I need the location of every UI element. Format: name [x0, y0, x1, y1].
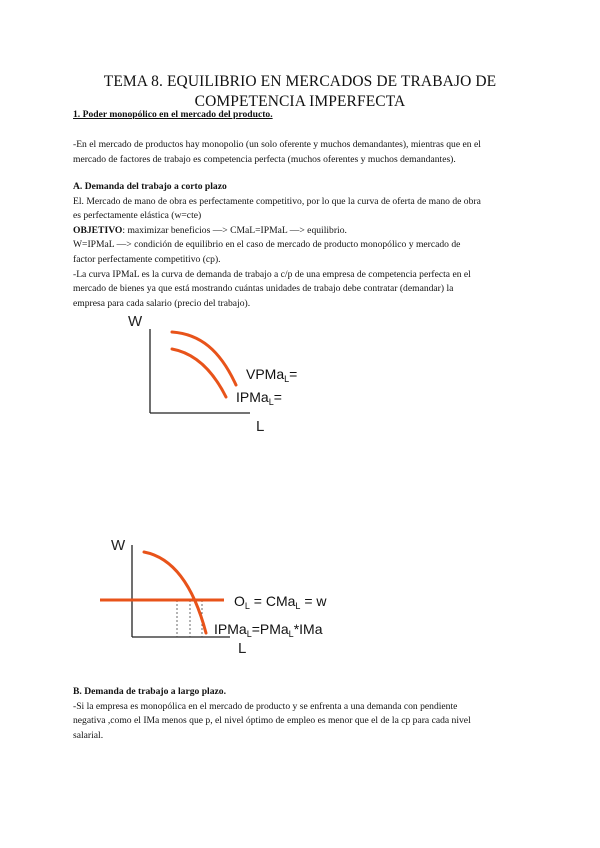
section-a-line-5: factor perfectamente competitivo (cp).: [73, 253, 221, 265]
section-b: [73, 685, 533, 743]
section-a-line-7: mercado de bienes ya que está mostrando cuántas unidades de trabajo debe contratar (demandar) la: [73, 283, 454, 295]
section-1-heading: [73, 108, 533, 123]
figure-1-y-label: W: [128, 313, 143, 330]
vpmal-curve: [172, 332, 236, 385]
section-a-line-2: es perfectamente elástica (w=cte): [73, 210, 202, 222]
figure-2-labor-equilibrium: [100, 525, 370, 660]
objetivo-text: : maximizar beneficios —> CMaL=IPMaL —> equilibrio.: [122, 224, 347, 236]
figure-1-labor-demand: [120, 305, 300, 435]
section-b-heading: B. Demanda de trabajo a largo plazo.: [73, 686, 226, 697]
intro-line-1: -En el mercado de productos hay monopolio (un solo oferente y muchos demandantes), mientras que en el: [73, 139, 481, 150]
section-b-line-1: -Si la empresa es monopólica en el mercado de producto y se enfrenta a una demanda con pendiente: [73, 700, 458, 712]
intro-line-2: mercado de factores de trabajo es competencia perfecta (muchos oferentes y muchos demandantes).: [73, 153, 456, 165]
page-title: [60, 72, 540, 112]
section-a-line-8: empresa para cada salario (precio del trabajo).: [73, 297, 251, 309]
figure-2-x-label: L: [238, 640, 247, 657]
title-line-1: TEMA 8. EQUILIBRIO EN MERCADOS DE TRABAJO DE: [103, 73, 497, 90]
objetivo-line: [73, 224, 533, 239]
section-a-line-6: -La curva IPMaL es la curva de demanda de trabajo a c/p de una empresa de competencia perfecta en el: [73, 268, 471, 280]
title-line-2: COMPETENCIA IMPERFECTA: [194, 93, 406, 110]
supply-label: $O_L = CMa_L = w$: [234, 593, 327, 611]
section-b-line-2: negativa ,como el IMa menos que p, el nivel óptimo de empleo es menor que el de la cp para cada nivel: [73, 715, 471, 727]
figure-1-x-label: L: [256, 418, 265, 435]
vpmal-label: VPMa$_L$=: [246, 366, 298, 384]
demand-curve: [144, 552, 206, 633]
intro-paragraph: [73, 138, 533, 167]
section-a-line-4: W=IPMaL —> condición de equilibrio en el caso de mercado de producto monopólico y mercado de: [73, 239, 461, 251]
section-1-heading-text: 1. Poder monopólico en el mercado del producto.: [73, 109, 273, 120]
section-a-line-1: El. Mercado de mano de obra es perfectamente competitivo, por lo que la curva de oferta de mano de obra: [73, 195, 481, 207]
ipmal-label: IPMa$_L$=: [236, 389, 282, 407]
demand-label: IPMa$_L$=PMa$_L$*IMa: [214, 621, 323, 639]
section-a: [73, 180, 533, 311]
section-b-line-3: salarial.: [73, 729, 104, 741]
objetivo-label: OBJETIVO: [73, 224, 123, 236]
figure-2-y-label: W: [111, 537, 126, 554]
section-a-heading: A. Demanda del trabajo a corto plazo: [73, 181, 227, 192]
